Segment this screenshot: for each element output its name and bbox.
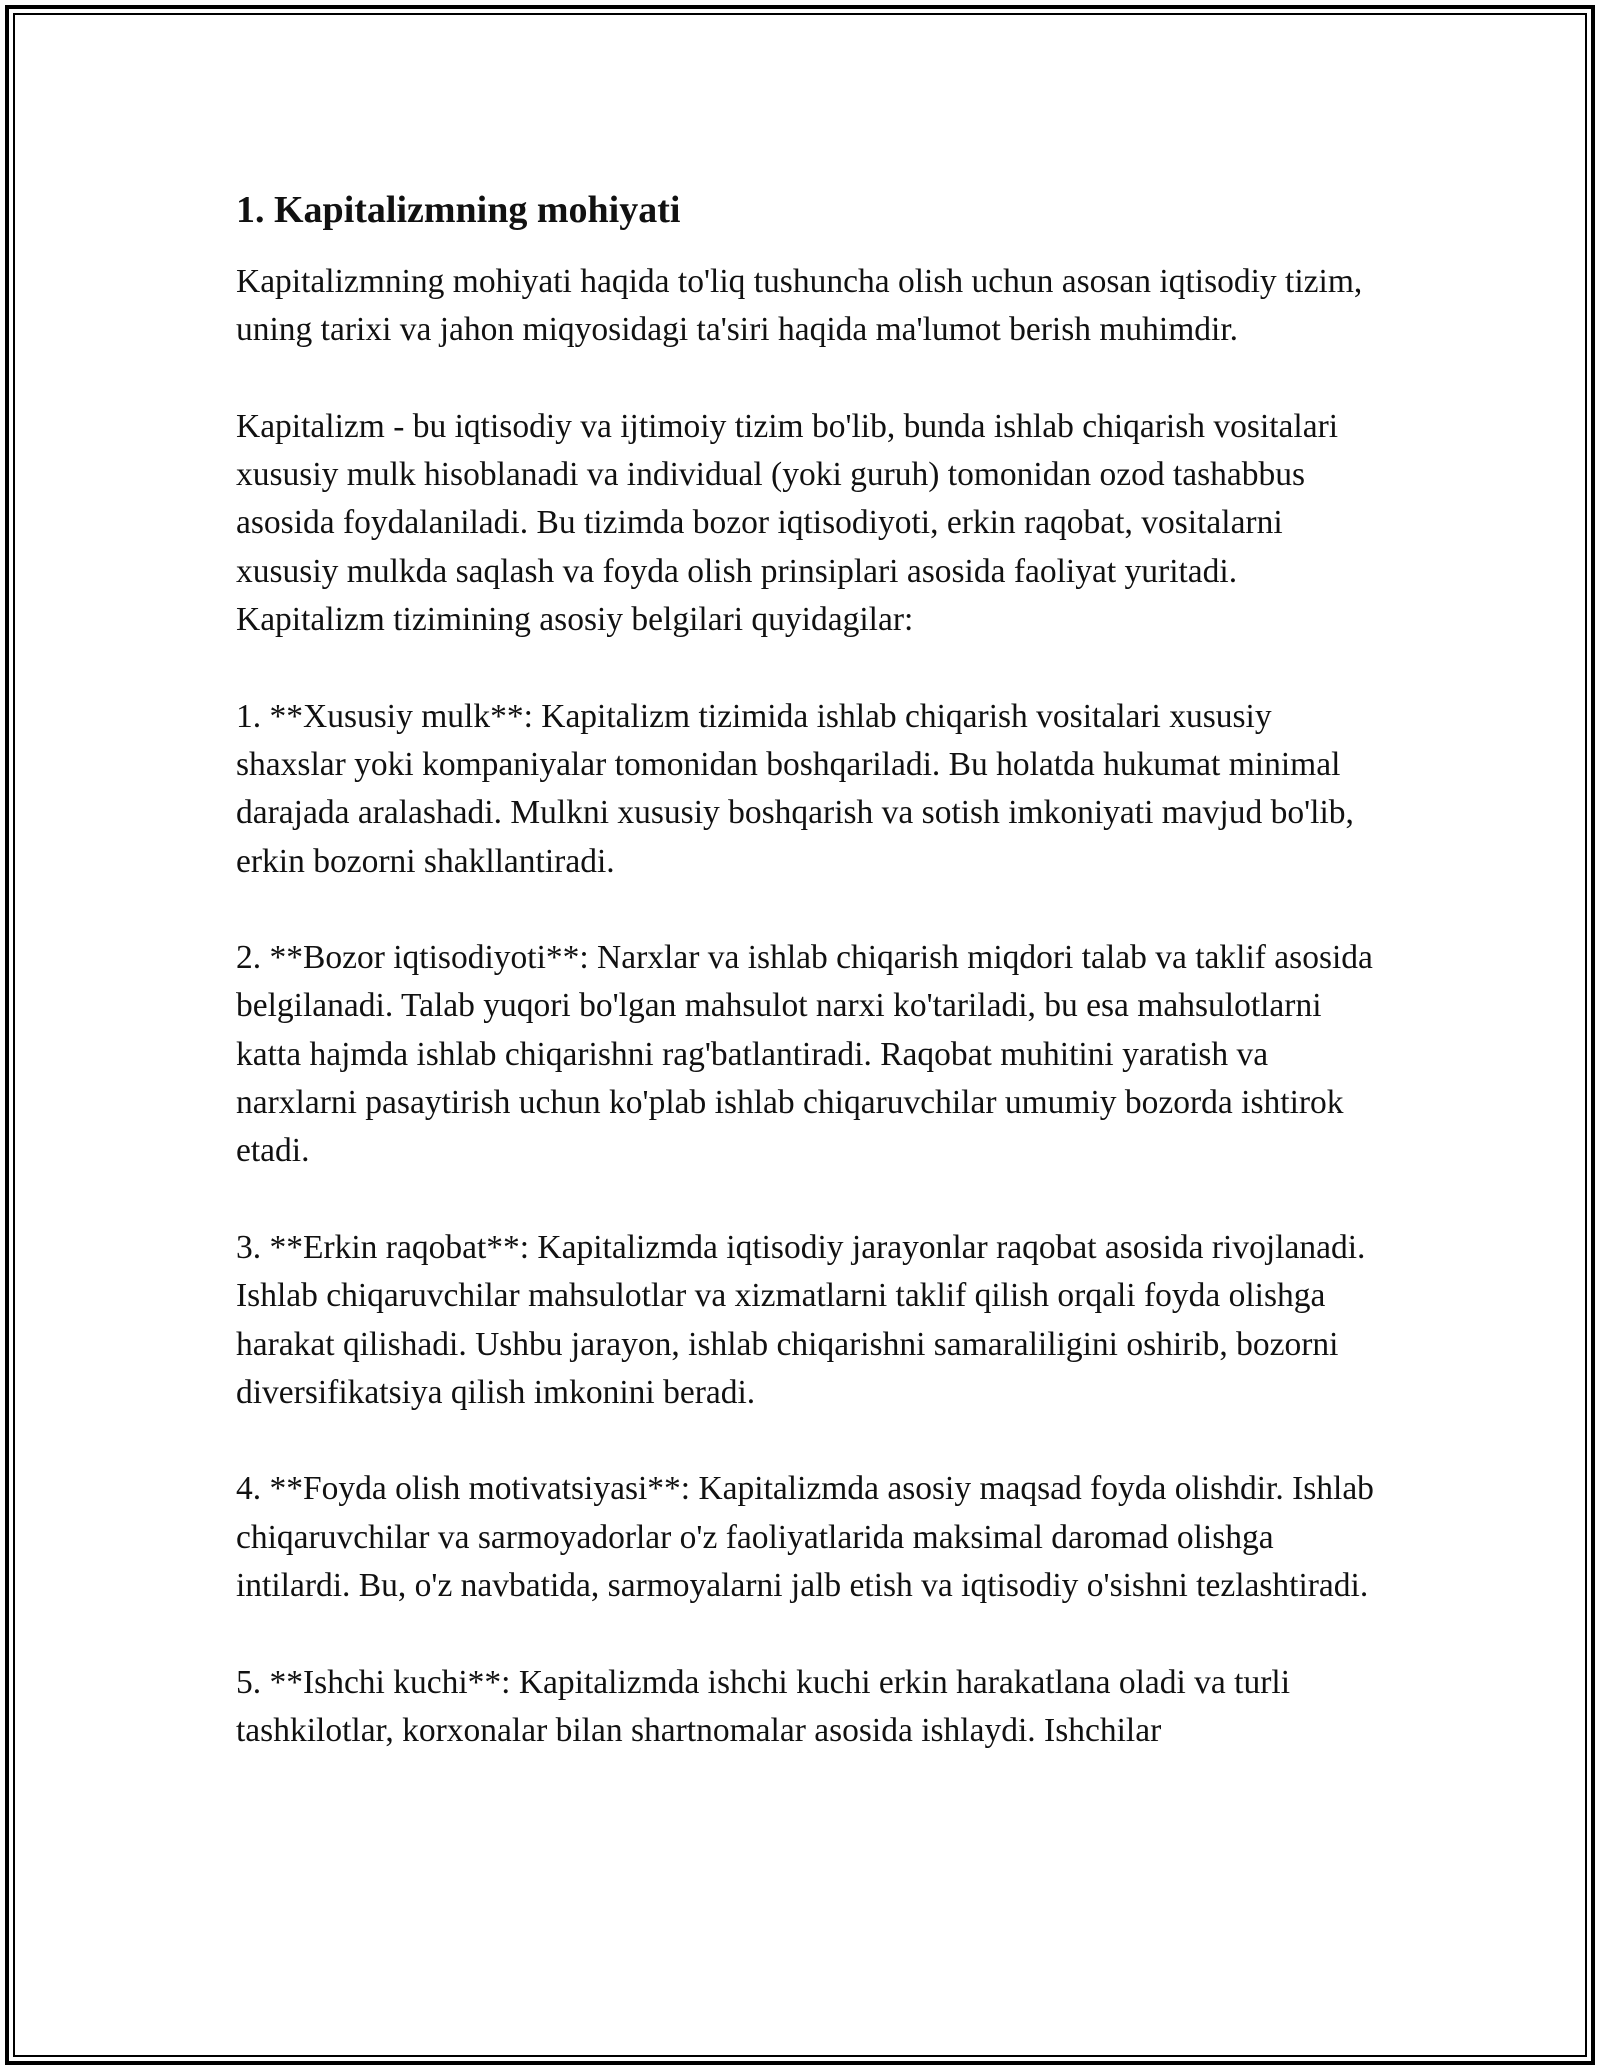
paragraph-intro: Kapitalizmning mohiyati haqida to'liq tushuncha olish uchun asosan iqtisodiy tizim, uning tarixi va jahon miqyosidagi ta'siri haqida ma'lumot berish muhimdir. (236, 263, 1363, 349)
paragraph-definition: Kapitalizm - bu iqtisodiy va ijtimoiy tizim bo'lib, bunda ishlab chiqarish vositalari xususiy mulk hisoblanadi va individual (yoki guruh) tomonidan ozod tashabbus asosida foydalaniladi. Bu tizimda bozor iqtisodiyoti, erkin raqobat, vositalarni xususiy mulkda saqlash va foyda olish prinsiplari asosida faoliyat yuritadi. Kapitalizm tizimining asosiy belgilari quyidagilar: (236, 407, 1339, 639)
document-title: 1. Kapitalizmning mohiyati (236, 189, 681, 231)
list-item-market-economy: 2. **Bozor iqtisodiyoti**: Narxlar va ishlab chiqarish miqdori talab va taklif asosida belgilanadi. Talab yuqori bo'lgan mahsulot narxi ko'tariladi, bu esa mahsulotlarni katta hajmda ishlab chiqarishni rag'batlantiradi. Raqobat muhitini yaratish va narxlarni pasaytirish uchun ko'plab ishlab chiqaruvchilar umumiy bozorda ishtirok etadi. (236, 939, 1373, 1170)
list-item-private-property: 1. **Xususiy mulk**: Kapitalizm tizimida ishlab chiqarish vositalari xususiy shaxslar yoki kompaniyalar tomonidan boshqariladi. Bu holatda hukumat minimal darajada aralashadi. Mulkni xususiy boshqarish va sotish imkoniyati mavjud bo'lib, erkin bozorni shakllantiradi. (236, 697, 1354, 880)
list-item-profit-motivation: 4. **Foyda olish motivatsiyasi**: Kapitalizmda asosiy maqsad foyda olishdir. Ishlab chiqaruvchilar va sarmoyadorlar o'z faoliyatlarida maksimal daromad olishga intilardi. Bu, o'z navbatida, sarmoyalarni jalb etish va iqtisodiy o'sishni tezlashtiradi. (236, 1470, 1374, 1605)
document-body (236, 186, 1376, 1755)
list-item-free-competition: 3. **Erkin raqobat**: Kapitalizmda iqtisodiy jarayonlar raqobat asosida rivojlanadi. Ishlab chiqaruvchilar mahsulotlar va xizmatlarni taklif qilish orqali foyda olishga harakat qilishadi. Ushbu jarayon, ishlab chiqarishni samaraliligini oshirib, bozorni diversifikatsiya qilish imkonini beradi. (236, 1228, 1366, 1411)
list-item-labor-force: 5. **Ishchi kuchi**: Kapitalizmda ishchi kuchi erkin harakatlana oladi va turli tashkilotlar, korxonalar bilan shartnomalar asosida ishlaydi. Ishchilar (236, 1663, 1291, 1749)
